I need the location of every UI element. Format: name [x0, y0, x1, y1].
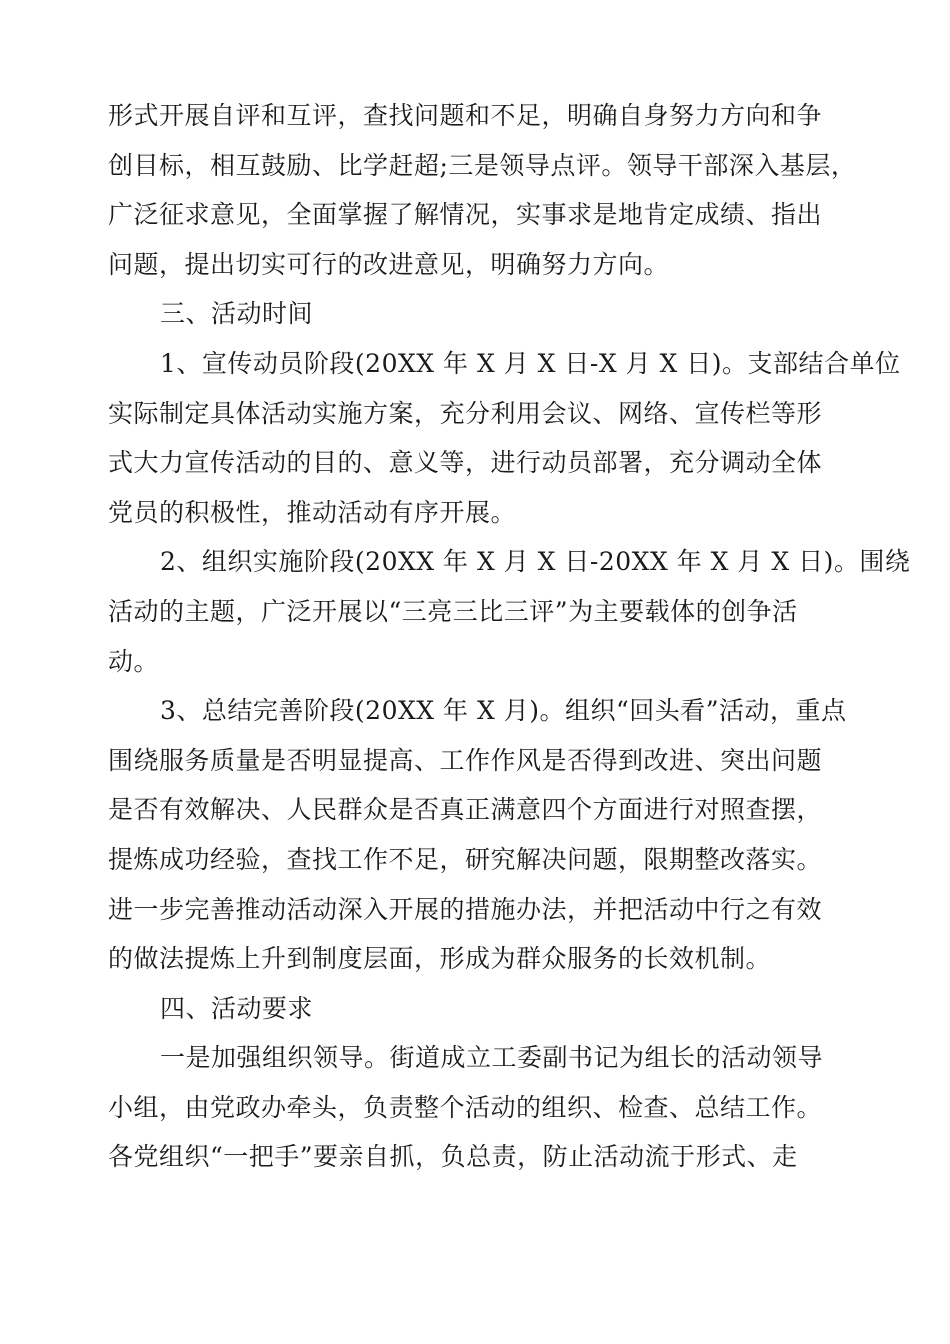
body-line: 提炼成功经验，查找工作不足，研究解决问题，限期整改落实。 [108, 844, 823, 874]
body-line: 围绕服务质量是否明显提高、工作作风是否得到改进、突出问题 [108, 745, 823, 775]
body-line: 问题，提出切实可行的改进意见，明确努力方向。 [108, 249, 670, 279]
body-line: 党员的积极性，推动活动有序开展。 [108, 497, 517, 527]
body-line: 形式开展自评和互评，查找问题和不足，明确自身努力方向和争 [108, 101, 823, 130]
body-line: 3、总结完善阶段(20XX 年 X 月)。组织“回头看”活动，重点 [160, 696, 847, 726]
body-line: 的做法提炼上升到制度层面，形成为群众服务的长效机制。 [108, 944, 772, 974]
section-heading-activity-requirements: 四、活动要求 [160, 993, 314, 1023]
body-line: 活动的主题，广泛开展以“三亮三比三评”为主要载体的创争活 [108, 596, 798, 626]
body-line: 2、组织实施阶段(20XX 年 X 月 X 日-20XX 年 X 月 X 日)。围绕 [160, 547, 911, 577]
body-line: 1、宣传动员阶段(20XX 年 X 月 X 日-X 月 X 日)。支部结合单位 [160, 348, 901, 378]
body-line: 实际制定具体活动实施方案，充分利用会议、网络、宣传栏等形 [108, 398, 823, 428]
body-line: 是否有效解决、人民群众是否真正满意四个方面进行对照查摆， [108, 795, 823, 825]
body-line: 广泛征求意见，全面掌握了解情况，实事求是地肯定成绩、指出 [108, 200, 823, 230]
body-line: 小组，由党政办牵头，负责整个活动的组织、检查、总结工作。 [108, 1092, 823, 1122]
body-line: 动。 [108, 646, 160, 676]
body-line: 创目标，相互鼓励、比学赶超;三是领导点评。领导干部深入基层， [108, 150, 857, 180]
body-line: 各党组织“一把手”要亲自抓，负总责，防止活动流于形式、走 [108, 1142, 798, 1172]
body-line: 进一步完善推动活动深入开展的措施办法，并把活动中行之有效 [108, 894, 823, 924]
body-line: 一是加强组织领导。街道成立工委副书记为组长的活动领导 [160, 1043, 824, 1073]
document-body [108, 96, 911, 1187]
body-line: 式大力宣传活动的目的、意义等，进行动员部署，充分调动全体 [108, 448, 823, 478]
section-heading-activity-time: 三、活动时间 [160, 299, 314, 329]
